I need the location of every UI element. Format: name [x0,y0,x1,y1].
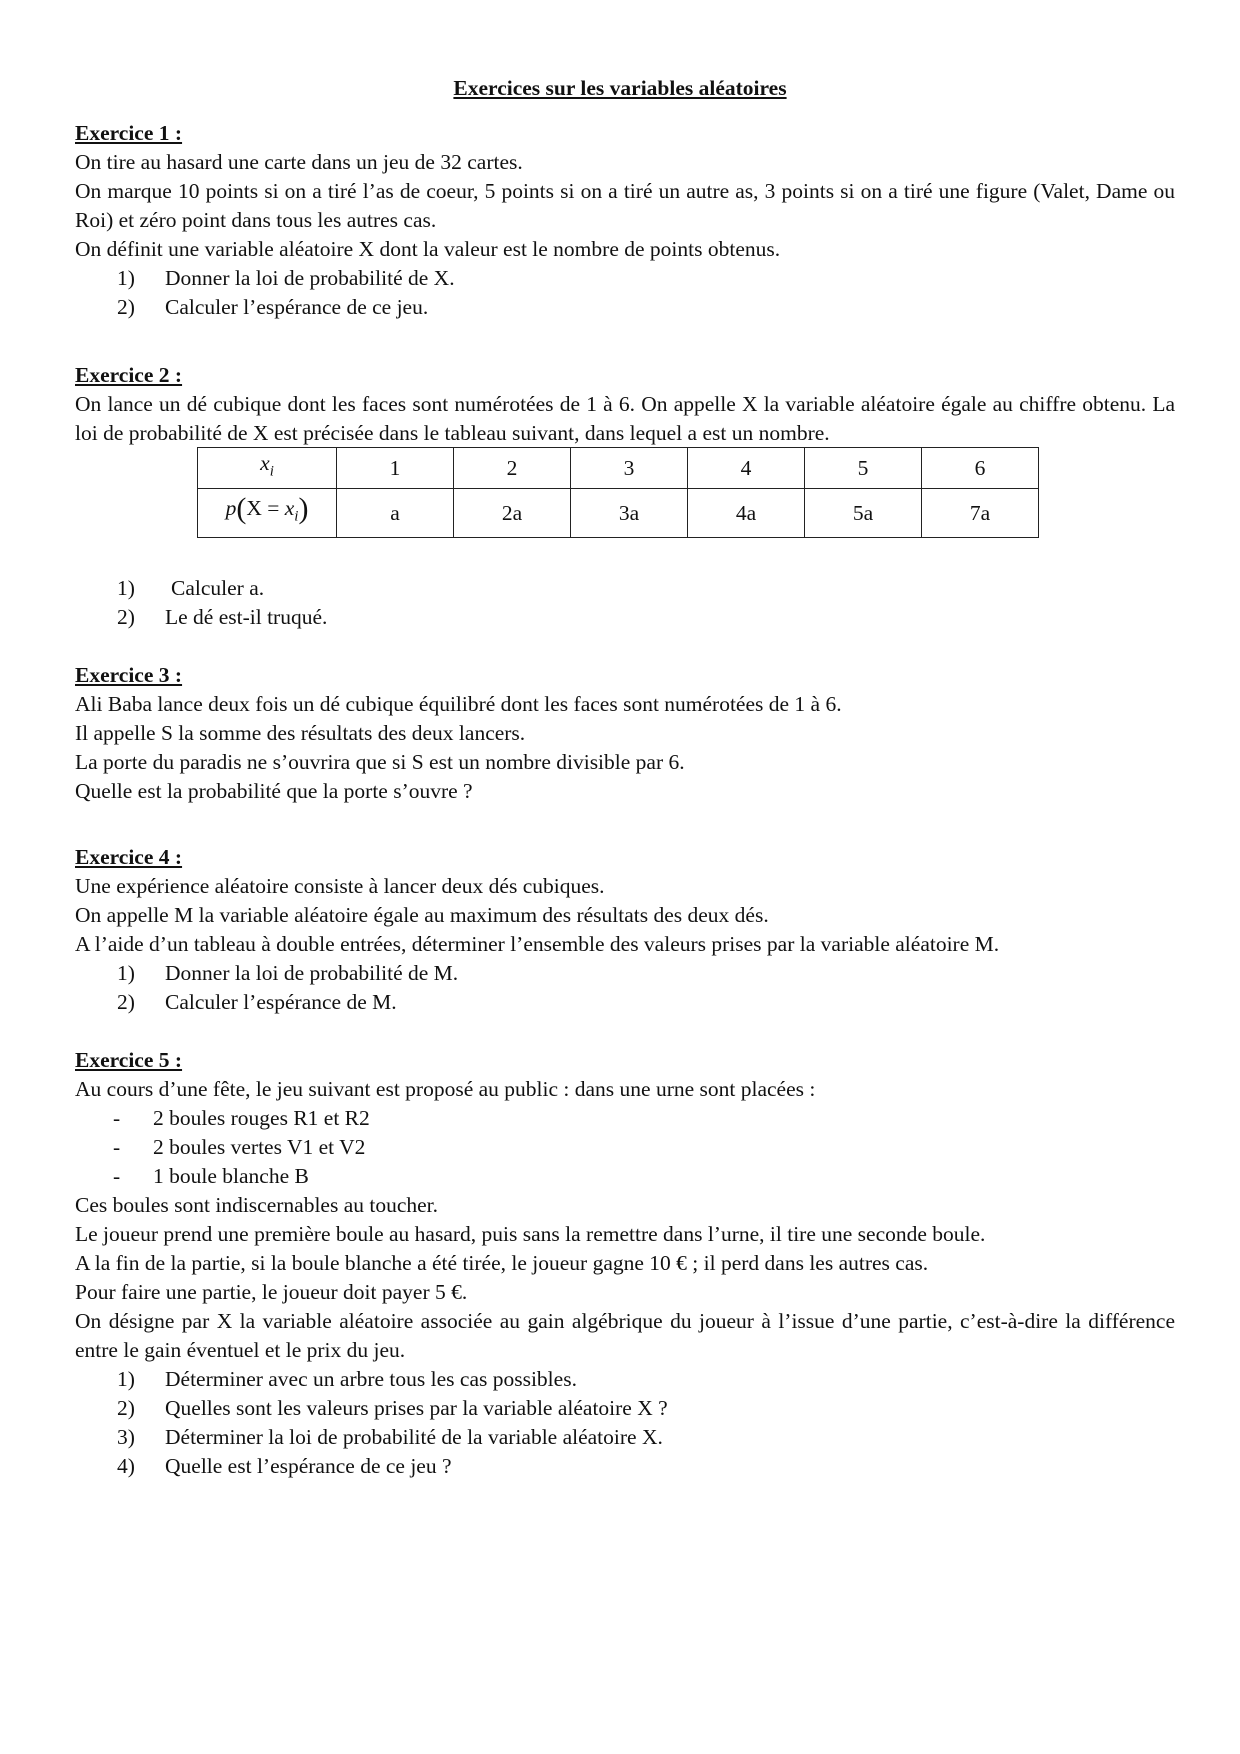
list-number: 3) [117,1425,135,1449]
list-item [75,264,1175,293]
exercise-1-line: On tire au hasard une carte dans un jeu de 32 cartes. [75,150,523,174]
exercise-2-text: On lance un dé cubique dont les faces sont numérotées de 1 à 6. On appelle X la variable aléatoire égale au chiffre obtenu. La loi de probabilité de X est précisée dans le tableau suivant, dans lequel a est un nombre. [75,392,1175,445]
subscript-i: i [294,508,299,525]
exercise-2-questions [75,574,1175,632]
list-number: 2) [117,295,135,319]
list-item [75,1365,1175,1394]
list-item-text: Quelles sont les valeurs prises par la variable aléatoire X ? [165,1396,668,1420]
table-cell: 4 [688,448,805,489]
list-number: 2) [117,990,135,1014]
list-item-text: Donner la loi de probabilité de M. [165,961,459,985]
exercise-3-line: Quelle est la probabilité que la porte s’ouvre ? [75,779,473,803]
list-item [75,1394,1175,1423]
list-item [75,959,1175,988]
bullet-item [75,1133,1175,1162]
bullet-dash: - [113,1135,121,1159]
exercise-3-line: Ali Baba lance deux fois un dé cubique équilibré dont les faces sont numérotées de 1 à 6. [75,692,842,716]
exercise-1 [75,119,1175,322]
list-item [75,293,1175,322]
bullet-text: 1 boule blanche B [153,1164,309,1188]
list-item [75,603,1175,632]
bullet-item [75,1162,1175,1191]
exercise-2-heading: Exercice 2 : [75,363,183,387]
exercise-1-heading: Exercice 1 : [75,121,183,145]
p-label: p [225,496,237,521]
table-cell: 5 [805,448,922,489]
exercise-5-line: Pour faire une partie, le joueur doit payer 5 €. [75,1280,468,1304]
list-item [75,1452,1175,1481]
exercise-3-heading: Exercice 3 : [75,663,183,687]
table-cell: 4a [688,489,805,538]
list-number: 2) [117,605,135,629]
bullet-dash: - [113,1164,121,1188]
table-row [198,448,1039,489]
list-item-text: Quelle est l’espérance de ce jeu ? [165,1454,452,1478]
list-item-text: Le dé est-il truqué. [165,605,328,629]
table-cell: 2a [454,489,571,538]
table-header-cell [198,448,337,489]
xi-label: x [284,496,295,521]
list-item-text: Calculer a. [171,576,265,600]
page-title: Exercices sur les variables aléatoires [453,76,787,100]
exercise-5-heading: Exercice 5 : [75,1048,183,1072]
exercise-1-line: On marque 10 points si on a tiré l’as de coeur, 5 points si on a tiré un autre as, 3 points si on a tiré une figure (Valet, Dame ou Roi) et zéro point dans tous les autres cas. [75,179,1175,232]
list-number: 1) [117,961,135,985]
list-item [75,1423,1175,1452]
list-item-text: Déterminer la loi de probabilité de la variable aléatoire X. [165,1425,663,1449]
exercise-4-line: A l’aide d’un tableau à double entrées, déterminer l’ensemble des valeurs prises par la variable aléatoire M. [75,932,1000,956]
exercise-5-line: Le joueur prend une première boule au hasard, puis sans la remettre dans l’urne, il tire une seconde boule. [75,1222,986,1246]
subscript-i: i [269,463,274,480]
table-cell: 1 [337,448,454,489]
exercise-5-line: A la fin de la partie, si la boule blanche a été tirée, le joueur gagne 10 € ; il perd dans les autres cas. [75,1251,929,1275]
list-number: 2) [117,1396,135,1420]
exercise-1-line: On définit une variable aléatoire X dont la valeur est le nombre de points obtenus. [75,237,781,261]
exercise-3-line: La porte du paradis ne s’ouvrira que si S est un nombre divisible par 6. [75,750,685,774]
bullet-item [75,1104,1175,1133]
bullet-dash: - [113,1106,121,1130]
list-item-text: Calculer l’espérance de M. [165,990,397,1014]
table-cell: 6 [922,448,1039,489]
list-number: 1) [117,266,135,290]
exercise-3-line: Il appelle S la somme des résultats des deux lancers. [75,721,526,745]
list-item-text: Déterminer avec un arbre tous les cas possibles. [165,1367,577,1391]
table-header-cell: $p(X = x_i)$ [198,489,337,538]
exercise-2 [75,361,1175,448]
list-number: 1) [117,1367,135,1391]
exercise-4-line: On appelle M la variable aléatoire égale au maximum des résultats des deux dés. [75,903,769,927]
exercise-3 [75,661,1175,806]
xi-label: x [260,451,270,476]
exercise-4-heading: Exercice 4 : [75,845,183,869]
exercise-4-line: Une expérience aléatoire consiste à lancer deux dés cubiques. [75,874,605,898]
list-item [75,988,1175,1017]
x-equals-label: X = [246,496,285,521]
list-number: 4) [117,1454,135,1478]
table-cell: 3a [571,489,688,538]
list-number: 1) [117,576,135,600]
table-cell: a [337,489,454,538]
list-item-text: Donner la loi de probabilité de X. [165,266,455,290]
bullet-text: 2 boules vertes V1 et V2 [153,1135,366,1159]
exercise-5-line: On désigne par X la variable aléatoire associée au gain algébrique du joueur à l’issue d’une partie, c’est-à-dire la différence entre le gain éventuel et le prix du jeu. [75,1309,1175,1362]
table-cell: 2 [454,448,571,489]
table-cell: 3 [571,448,688,489]
list-item [75,574,1175,603]
exercise-5-intro: Au cours d’une fête, le jeu suivant est proposé au public : dans une urne sont placées : [75,1077,816,1101]
exercise-5 [75,1046,1175,1481]
table-cell: 5a [805,489,922,538]
table-cell: 7a [922,489,1039,538]
exercise-5-line: Ces boules sont indiscernables au toucher. [75,1193,439,1217]
list-item-text: Calculer l’espérance de ce jeu. [165,295,429,319]
probability-table [197,447,1039,538]
exercise-4 [75,843,1175,1017]
bullet-text: 2 boules rouges R1 et R2 [153,1106,370,1130]
table-row [198,489,1039,538]
